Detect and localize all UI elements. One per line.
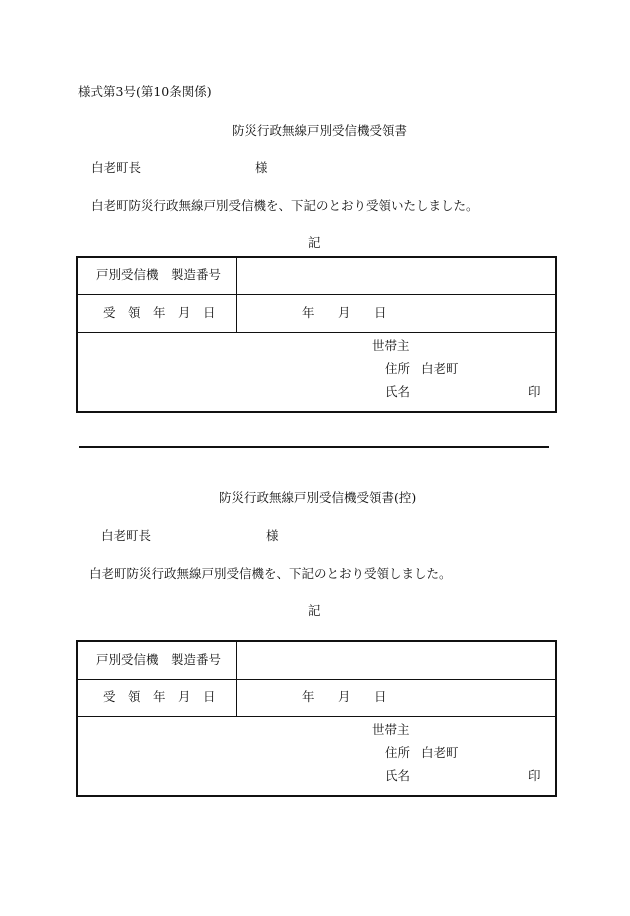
receipt-serial-label: 戸別受信機 製造番号 — [96, 267, 222, 282]
receipt-addressee: 白老町長 — [91, 160, 142, 175]
copy-address-label: 住所 — [385, 745, 411, 760]
copy-serial-label: 戸別受信機 製造番号 — [96, 652, 222, 667]
copy-date-field[interactable] — [240, 683, 550, 713]
receipt-table-divider — [77, 294, 556, 295]
copy-ki: 記 — [308, 603, 321, 618]
copy-month-label: 月 — [338, 689, 351, 704]
cut-line — [79, 446, 549, 448]
receipt-title: 防災行政無線戸別受信機受領書 — [232, 123, 408, 138]
copy-day-label: 日 — [374, 689, 387, 704]
receipt-householder-label: 世帯主 — [372, 338, 410, 353]
receipt-date-label: 受 領 年 月 日 — [103, 305, 216, 320]
copy-name-field[interactable] — [420, 764, 520, 786]
receipt-year-label: 年 — [302, 305, 315, 320]
copy-year-label: 年 — [302, 689, 315, 704]
copy-table-divider — [77, 716, 556, 717]
receipt-seal: 印 — [528, 384, 541, 399]
receipt-honorific: 様 — [255, 160, 268, 175]
copy-name-label: 氏名 — [385, 768, 411, 783]
receipt-name-field[interactable] — [420, 380, 520, 402]
receipt-ki: 記 — [308, 235, 321, 250]
receipt-table-col-divider — [236, 257, 237, 332]
form-number: 様式第3号(第10条関係) — [78, 84, 212, 99]
receipt-month-label: 月 — [338, 305, 351, 320]
copy-seal: 印 — [528, 768, 541, 783]
copy-table-divider — [77, 679, 556, 680]
receipt-table-divider — [77, 332, 556, 333]
receipt-name-label: 氏名 — [385, 384, 411, 399]
receipt-serial-field[interactable] — [240, 260, 550, 290]
copy-date-label: 受 領 年 月 日 — [103, 689, 216, 704]
copy-title: 防災行政無線戸別受信機受領書(控) — [219, 490, 417, 505]
receipt-statement: 白老町防災行政無線戸別受信機を、下記のとおり受領いたしました。 — [91, 198, 479, 213]
receipt-date-field[interactable] — [240, 298, 550, 328]
copy-addressee: 白老町長 — [101, 528, 152, 543]
receipt-address-value: 白老町 — [421, 361, 459, 376]
copy-statement: 白老町防災行政無線戸別受信機を、下記のとおり受領しました。 — [89, 566, 452, 581]
copy-table-col-divider — [236, 641, 237, 716]
receipt-day-label: 日 — [374, 305, 387, 320]
copy-householder-label: 世帯主 — [372, 722, 410, 737]
copy-address-value: 白老町 — [421, 745, 459, 760]
copy-serial-field[interactable] — [240, 645, 550, 675]
copy-honorific: 様 — [266, 528, 279, 543]
receipt-address-label: 住所 — [385, 361, 411, 376]
